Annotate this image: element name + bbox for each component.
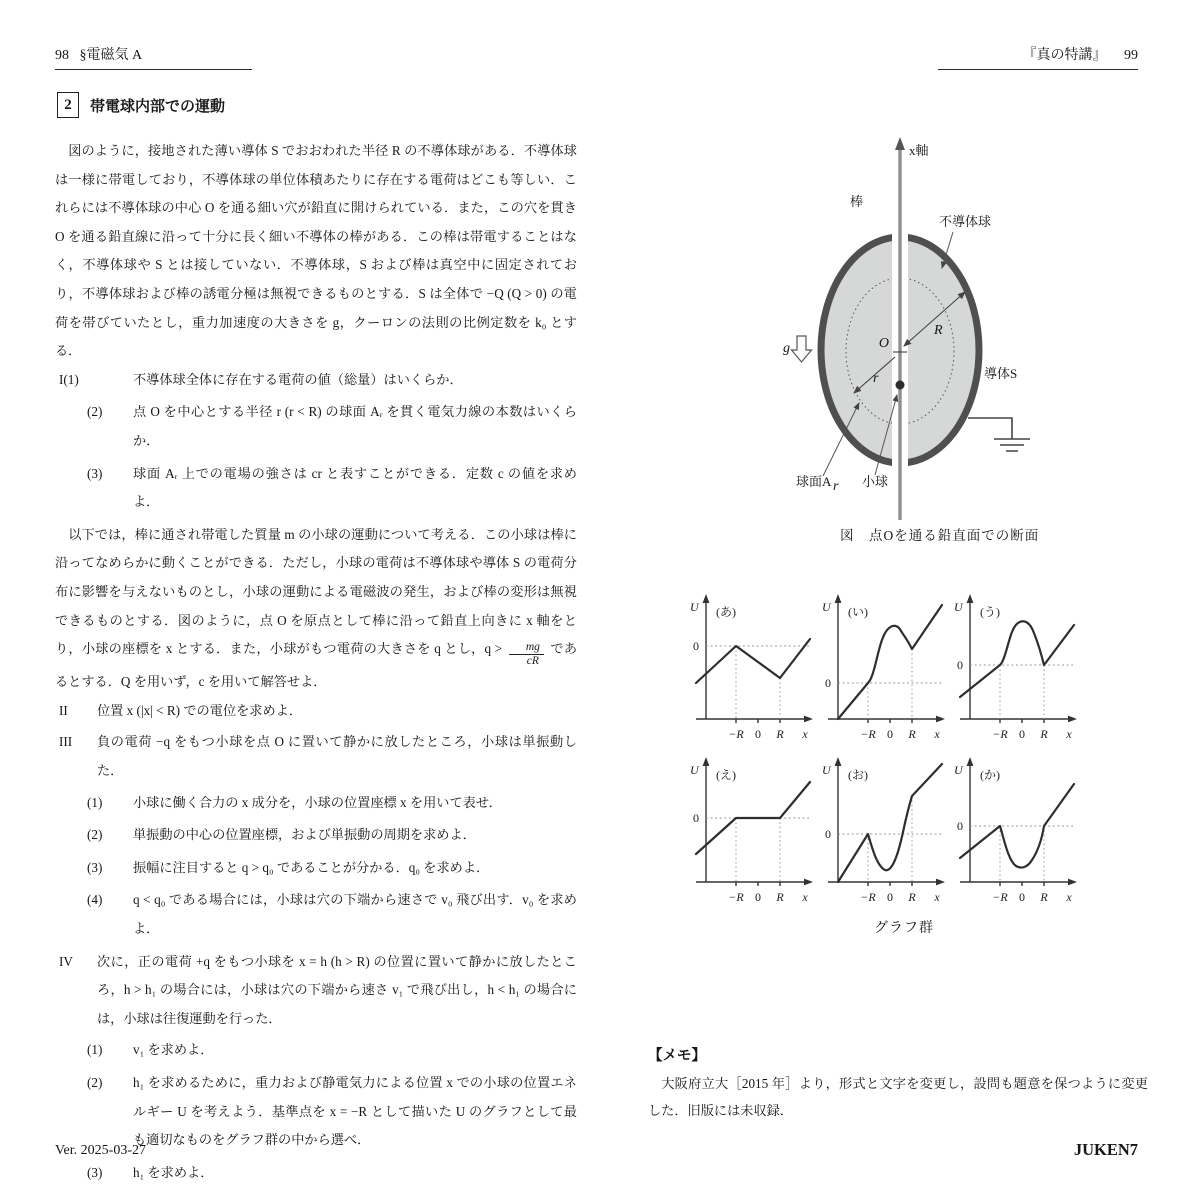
tick-R: R xyxy=(776,890,784,904)
part4-item-2 xyxy=(55,1069,577,1155)
y-axis-arrowhead xyxy=(835,757,842,766)
tick-zero: 0 xyxy=(755,890,761,904)
potential-graph-i xyxy=(818,591,950,749)
intro-paragraph: 図のように，接地された薄い導体 S でおおわれた半径 R の不導体球がある．不導体球は一様に帯電しており，不導体球の単位体積あたりに存在する電荷はどこも等しい．これらには不導体球の中心 O を通る細い穴が鉛直に開けられている．また，この穴を貫き O を通る鉛直線に沿って十分に長く細い不導体の棒がある．この棒は帯電することはなく，不導体球や S とは接していない．不導体球，S および棒は真空中に固定されており，不導体球および棒の誘電分極は無視できるものとする．S は全体で −Q (Q > 0) の電荷を帯びていたとし，重力加速度の大きさを g，クーロンの法則の比例定数を k₀ とする． xyxy=(55,143,577,359)
part-marker: IV xyxy=(59,953,73,969)
x-axis-arrowhead xyxy=(1068,716,1077,723)
u-axis-label: U xyxy=(822,763,831,777)
cross-section-figure xyxy=(778,133,1190,531)
paragraph-text: 以下では，棒に通され帯電した質量 m の小球の運動について考える．この小球は棒に沿ってなめらかに動くことができる．ただし，小球の電荷は不導体球や導体 S の電荷分布に影響を与えないものとし，小球の運動による電磁波の発生，および棒の変形は無視できるものとする．図のように，点 O を原点として棒に沿って鉛直上向きに x 軸をとり，小球の座標を x とする．また，小球がもつ電荷の大きさを q とし，q > xyxy=(55,526,577,657)
potential-curve xyxy=(960,621,1074,697)
item-text: 点 O を中心とする半径 r (r < R) の球面 Aᵣ を貫く電気力線の本数はいくらか． xyxy=(133,404,577,448)
u-axis-label: U xyxy=(690,600,699,614)
item-marker: (4) xyxy=(87,892,103,908)
u-axis-label: U xyxy=(954,763,963,777)
fraction-denominator: cR xyxy=(526,655,539,668)
potential-curve xyxy=(696,782,810,854)
tick-minusR: −R xyxy=(992,890,1008,904)
sphere-label: 不導体球 xyxy=(939,214,992,229)
surface-Ar-label: 球面A xyxy=(796,474,832,489)
item-text: h₁ を求めるために，重力および静電気力による位置 x での小球の位置エネルギー U を考えよう．基準点を x = −R として描いた U のグラフとして最も適切なものをグラフ群の中から選べ． xyxy=(133,1074,577,1148)
item-marker: (2) xyxy=(87,404,103,420)
item-marker: (2) xyxy=(87,1074,103,1090)
item-marker: (3) xyxy=(87,465,103,481)
tick-minusR: −R xyxy=(728,890,744,904)
problem-number-box: 2 xyxy=(57,92,79,118)
figure-caption: 図 点Oを通る鉛直面での断面 xyxy=(840,528,1040,543)
version-label: Ver. 2025-03-27 xyxy=(55,1143,146,1158)
part4-intro xyxy=(55,948,577,1034)
y-axis-arrowhead xyxy=(967,594,974,603)
x-axis-label: x xyxy=(802,890,808,904)
section-title: §電磁気 A xyxy=(79,48,143,63)
x-axis-label: x xyxy=(802,727,808,741)
tick-minusR: −R xyxy=(860,727,876,741)
item-text: v₁ を求めよ． xyxy=(133,1042,214,1058)
part1-item-3 xyxy=(55,460,577,517)
item-marker: (1) xyxy=(87,1042,103,1058)
potential-graph-a xyxy=(686,591,818,749)
tick-R: R xyxy=(1040,727,1048,741)
zero-label: 0 xyxy=(825,827,831,841)
tick-minusR: −R xyxy=(728,727,744,741)
tick-zero: 0 xyxy=(755,727,761,741)
graph-label: (あ) xyxy=(716,605,736,619)
item-text: 球面 Aᵣ 上での電場の強さは cr と表すことができる．定数 c の値を求めよ． xyxy=(133,465,577,510)
graph-label: (え) xyxy=(716,768,736,782)
part-marker: III xyxy=(59,734,73,750)
x-axis-label: x xyxy=(1066,727,1072,741)
problem-column xyxy=(55,137,577,1190)
page-number-right: 99 xyxy=(1124,48,1138,63)
potential-graph-u xyxy=(950,591,1082,749)
graph-label: (お) xyxy=(848,768,868,782)
rod-label: 棒 xyxy=(850,194,864,209)
part2-question xyxy=(55,697,577,726)
tick-R: R xyxy=(776,727,784,741)
book-title: 『真の特講』 xyxy=(1022,48,1107,63)
part1-closing-paragraph xyxy=(55,521,577,697)
zero-label: 0 xyxy=(693,639,699,653)
u-axis-label: U xyxy=(690,763,699,777)
x-axis-label: x xyxy=(934,890,940,904)
y-axis-arrowhead xyxy=(703,594,710,603)
y-axis-arrowhead xyxy=(703,757,710,766)
graph-group-caption: グラフ群 xyxy=(874,921,934,936)
page-number-left: 98 xyxy=(55,48,69,63)
y-axis-arrowhead xyxy=(835,594,842,603)
item-text: q < q₀ である場合には，小球は穴の下端から速さで v₀ 飛び出す．v₀ を求めよ． xyxy=(133,892,577,936)
item-text: 単振動の中心の位置座標，および単振動の周期を求めよ． xyxy=(133,827,476,843)
paragraph-text: であるとする．Q を用いず，c を用いて解答せよ． xyxy=(55,641,578,690)
x-axis-arrowhead xyxy=(804,716,813,723)
header-right xyxy=(938,44,1138,70)
potential-graph-ka xyxy=(950,754,1082,912)
radius-R-label: R xyxy=(934,323,943,338)
x-axis-arrowhead xyxy=(804,879,813,886)
problem-heading xyxy=(57,92,225,118)
part1-item-2 xyxy=(55,398,577,455)
x-axis-label: x xyxy=(934,727,940,741)
part-text: 負の電荷 −q をもつ小球を点 O に置いて静かに放したところ，小球は単振動した． xyxy=(97,734,577,779)
fraction-mg-over-cR xyxy=(509,641,544,668)
zero-label: 0 xyxy=(693,811,699,825)
potential-graph-e xyxy=(686,754,818,912)
brand-label: JUKEN7 xyxy=(1073,1140,1138,1159)
tick-zero: 0 xyxy=(1019,890,1025,904)
conductor-label: 導体S xyxy=(984,366,1018,381)
ground-symbol xyxy=(968,418,1030,451)
tick-R: R xyxy=(908,727,916,741)
u-axis-label: U xyxy=(954,600,963,614)
part3-item-2 xyxy=(55,821,577,850)
part-text: 次に，正の電荷 +q をもつ小球を x = h (h > R) の位置に置いて静かに放したところ，h > h₁ の場合には，小球は穴の下端から速さ v₁ で飛び出し，h < h₁ の場合には，小球は往復運動を行った． xyxy=(97,953,577,1026)
part-marker: II xyxy=(59,702,68,718)
small-ball xyxy=(896,381,905,390)
x-axis-label: x xyxy=(1066,890,1072,904)
item-marker: (1) xyxy=(87,794,103,810)
center-O-label: O xyxy=(878,336,889,351)
x-axis-arrowhead xyxy=(895,137,905,150)
part3-item-4 xyxy=(55,886,577,943)
zero-label: 0 xyxy=(957,819,963,833)
zero-label: 0 xyxy=(825,676,831,690)
potential-graph-o xyxy=(818,754,950,912)
graph-group xyxy=(686,591,1082,917)
item-marker: I(1) xyxy=(59,371,79,387)
item-text: 不導体球全体に存在する電荷の値（総量）はいくらか． xyxy=(133,371,463,387)
tick-zero: 0 xyxy=(887,890,893,904)
gravity-arrow-icon xyxy=(792,336,812,362)
part4-item-1 xyxy=(55,1036,577,1065)
radius-r-label: r xyxy=(873,371,879,386)
zero-label: 0 xyxy=(957,658,963,672)
graph-label: (か) xyxy=(980,768,1000,782)
tick-zero: 0 xyxy=(1019,727,1025,741)
gravity-label: g xyxy=(783,341,790,356)
ball-label: 小球 xyxy=(862,474,889,489)
memo-body: 大阪府立大［2015 年］より，形式と文字を変更し，設問も題意を保つように変更した．旧版には未収録． xyxy=(648,1076,1148,1118)
item-text: h₁ を求めよ． xyxy=(133,1164,214,1180)
tick-R: R xyxy=(1040,890,1048,904)
tick-R: R xyxy=(908,890,916,904)
part1-item-1 xyxy=(55,366,577,395)
part4-item-3 xyxy=(55,1159,577,1188)
u-axis-label: U xyxy=(822,600,831,614)
graph-label: (う) xyxy=(980,605,1000,619)
fraction-numerator: mg xyxy=(509,641,544,655)
graph-label: (い) xyxy=(848,605,868,619)
item-text: 振幅に注目すると q > q₀ であることが分かる．q₀ を求めよ． xyxy=(133,859,490,875)
x-axis-arrowhead xyxy=(1068,879,1077,886)
part-text: 位置 x (|x| < R) での電位を求めよ． xyxy=(97,702,303,718)
x-axis-arrowhead xyxy=(936,716,945,723)
tick-minusR: −R xyxy=(992,727,1008,741)
tick-minusR: −R xyxy=(860,890,876,904)
part3-item-3 xyxy=(55,854,577,883)
y-axis-arrowhead xyxy=(967,757,974,766)
item-text: 小球に働く合力の x 成分を，小球の位置座標 x を用いて表せ． xyxy=(133,794,502,810)
x-axis-label: x軸 xyxy=(909,143,929,158)
x-axis-arrowhead xyxy=(936,879,945,886)
item-marker: (3) xyxy=(87,1164,103,1180)
header-left xyxy=(55,44,252,70)
tick-zero: 0 xyxy=(887,727,893,741)
part3-item-1 xyxy=(55,789,577,818)
problem-title: 帯電球内部での運動 xyxy=(90,97,226,115)
part3-intro xyxy=(55,728,577,785)
item-marker: (2) xyxy=(87,827,103,843)
memo-heading: 【メモ】 xyxy=(648,1048,706,1064)
surface-Ar-subscript: r xyxy=(833,479,839,494)
potential-curve xyxy=(838,605,942,719)
item-marker: (3) xyxy=(87,859,103,875)
